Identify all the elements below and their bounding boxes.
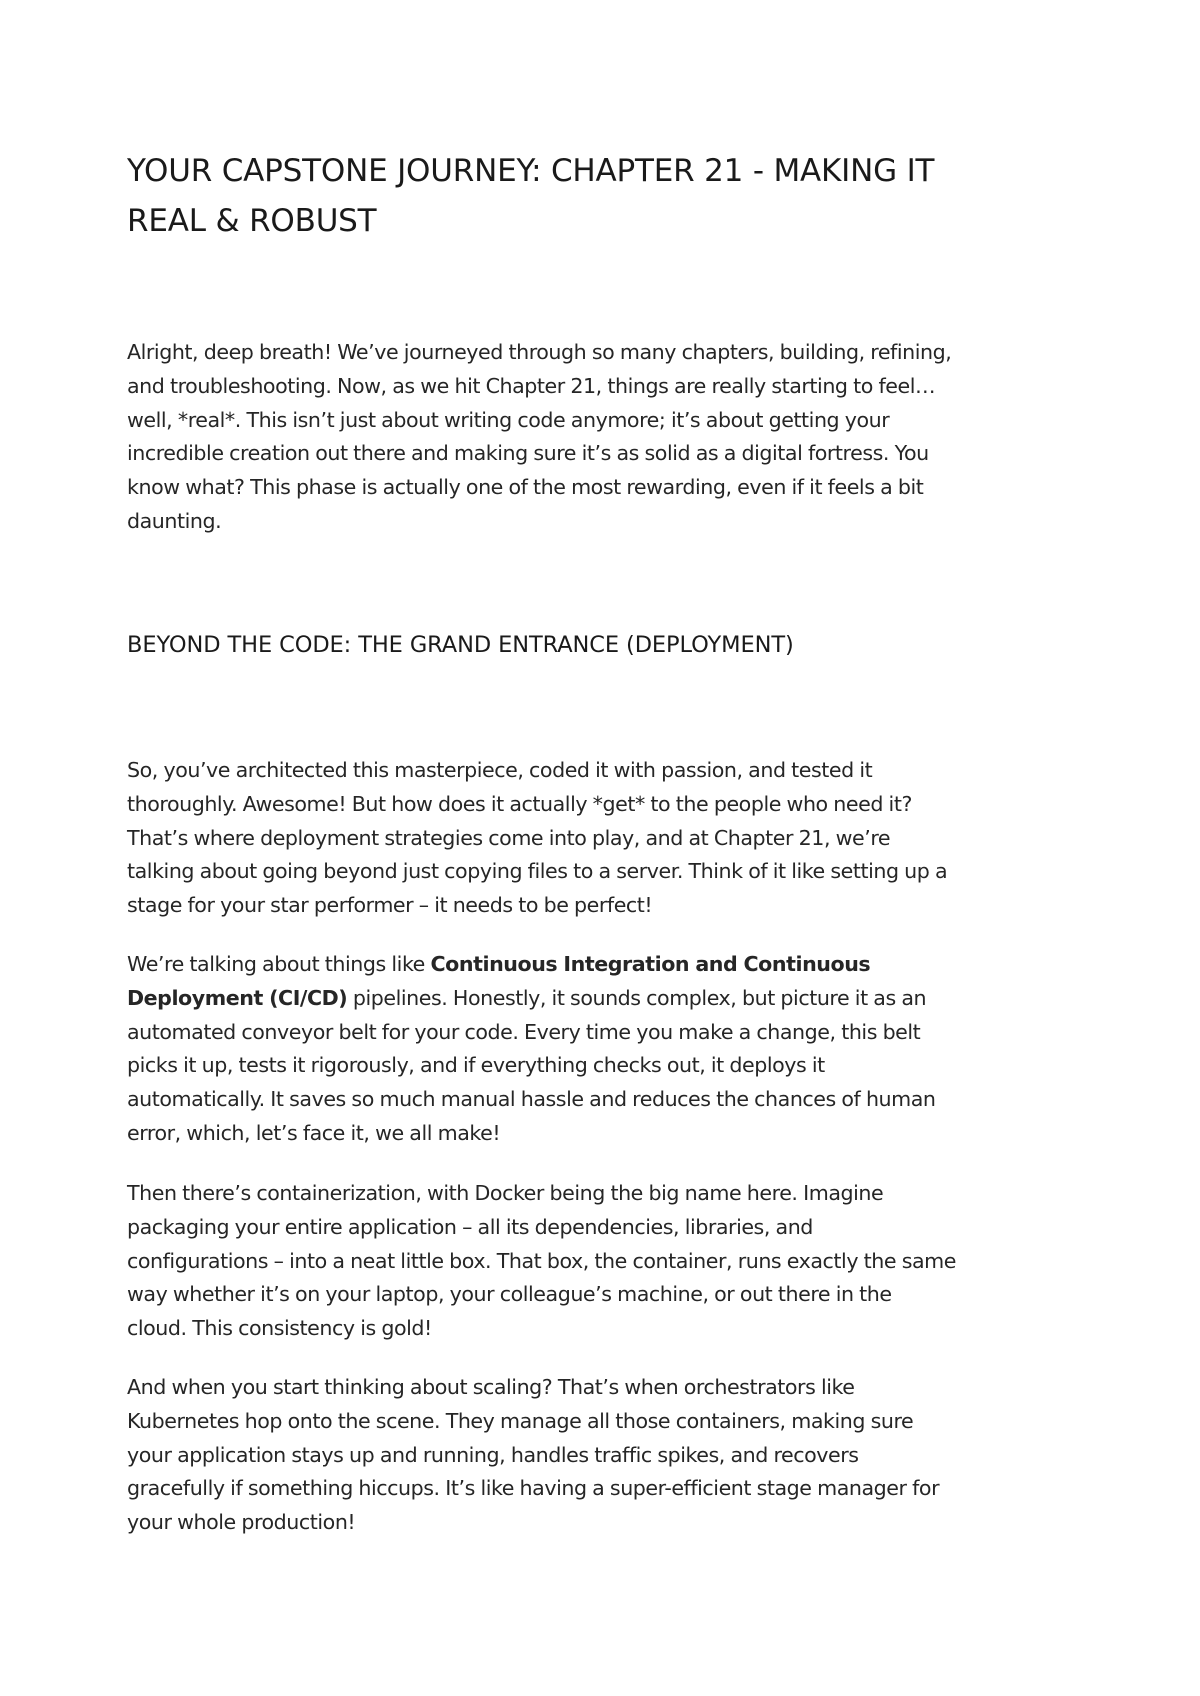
text-line: configurations – into a neat little box. That box, the container, runs exactly the same [127,1248,956,1273]
title-line: REAL & ROBUST [127,203,377,239]
text-line: cloud. This consistency is gold! [127,1316,432,1341]
text-line: Then there’s containerization, with Docker being the big name here. Imagine [127,1181,884,1205]
text-line: And when you start thinking about scaling? That’s when orchestrators like [127,1375,855,1399]
text-line: way whether it’s on your laptop, your colleague’s machine, or out there in the [127,1282,892,1307]
cicd-paragraph [127,948,1085,1151]
text-line: gracefully if something hiccups. It’s like having a super-efficient stage manager for [127,1476,940,1501]
title-line: YOUR CAPSTONE JOURNEY: CHAPTER 21 - MAKING IT [127,153,935,189]
text-line [127,982,1085,1016]
bold-term: Deployment (CI/CD) [127,985,348,1010]
text-line: well, *real*. This isn’t just about writing code anymore; it’s about getting your [127,407,890,432]
document-page [127,0,1085,1696]
bold-term: Continuous Integration and Continuous [430,952,871,976]
text-line: and troubleshooting. Now, as we hit Chapter 21, things are really starting to feel… [127,373,936,398]
text-line: Alright, deep breath! We’ve journeyed through so many chapters, building, refining, [127,340,952,364]
text-line: packaging your entire application – all its dependencies, libraries, and [127,1214,813,1239]
text-line: Kubernetes hop onto the scene. They manage all those containers, making sure [127,1408,914,1433]
text-line: picks it up, tests it rigorously, and if everything checks out, it deploys it [127,1053,825,1078]
text-line: your whole production! [127,1510,356,1535]
text-segment: We’re talking about things like [127,952,431,976]
text-line [127,948,1085,982]
text-line: error, which, let’s face it, we all make! [127,1120,501,1145]
section-heading: BEYOND THE CODE: THE GRAND ENTRANCE (DEPLOYMENT) [127,632,794,658]
text-line: automatically. It saves so much manual hassle and reduces the chances of human [127,1087,936,1112]
text-line: stage for your star performer – it needs to be perfect! [127,893,653,918]
text-line: That’s where deployment strategies come into play, and at Chapter 21, we’re [127,825,891,850]
page-title [127,146,1085,246]
text-line: automated conveyor belt for your code. Every time you make a change, this belt [127,1019,921,1044]
deployment-paragraph [127,754,1085,923]
text-line: So, you’ve architected this masterpiece, coded it with passion, and tested it [127,758,873,782]
orchestration-paragraph [127,1371,1085,1540]
text-line: incredible creation out there and making sure it’s as solid as a digital fortress. You [127,441,929,466]
text-line: daunting. [127,508,222,533]
text-line: thoroughly. Awesome! But how does it actually *get* to the people who need it? [127,791,912,816]
containerization-paragraph [127,1177,1085,1346]
text-line: know what? This phase is actually one of the most rewarding, even if it feels a bit [127,475,924,500]
text-line: talking about going beyond just copying files to a server. Think of it like setting up a [127,859,948,884]
text-line: your application stays up and running, handles traffic spikes, and recovers [127,1442,859,1467]
text-segment: pipelines. Honestly, it sounds complex, but picture it as an [347,985,927,1010]
intro-paragraph [127,336,1085,539]
